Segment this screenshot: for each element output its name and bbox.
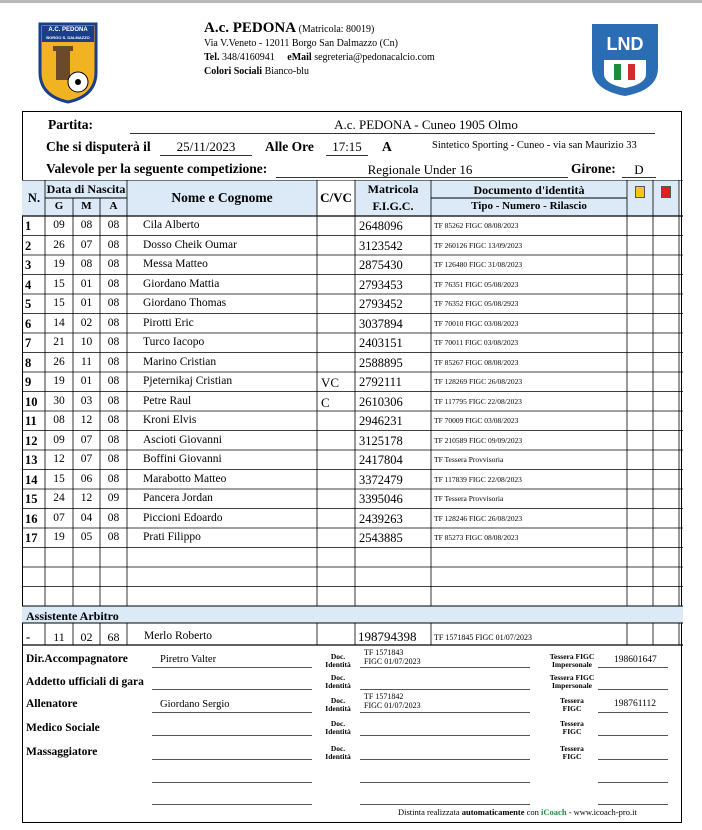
club-email[interactable]: segreteria@pedonacalcio.com <box>314 52 435 63</box>
player-birth-month: 01 <box>80 375 93 387</box>
player-name: Boffini Giovanni <box>143 453 222 465</box>
dir-label: Dir.Accompagnatore <box>26 653 128 665</box>
player-name: Pirotti Eric <box>143 316 194 329</box>
time-label: Alle Ore <box>265 139 314 154</box>
player-birth-year: 08 <box>107 297 120 309</box>
player-cvc: C <box>321 394 330 410</box>
player-name: Kroni Elvis <box>143 414 197 426</box>
player-name: Petre Raul <box>143 394 192 407</box>
player-birth-year: 08 <box>107 355 120 368</box>
time-value: 17:15 <box>332 139 362 154</box>
assistant-n: - <box>26 630 31 644</box>
player-number: 14 <box>25 472 38 487</box>
club-address: Via V.Veneto - 12011 Borgo San Dalmazzo (Cn) <box>204 38 398 49</box>
player-birth-month: 02 <box>80 316 93 329</box>
assistant-section-label: Assistente Arbitro <box>26 609 119 623</box>
venue-label: A <box>382 139 392 154</box>
player-matricola: 2792111 <box>359 375 402 389</box>
player-name: Prati Filippo <box>143 531 201 543</box>
player-document: TF 70009 FIGC 03/08/2023 <box>434 416 519 425</box>
player-matricola: 2588895 <box>359 355 403 370</box>
venue-value: Sintetico Sporting - Cuneo - via san Maurizio 33 <box>432 140 637 151</box>
player-number: 13 <box>25 453 38 467</box>
player-birth-year: 08 <box>107 375 120 387</box>
player-birth-month: 11 <box>80 355 93 368</box>
player-number: 11 <box>25 414 37 428</box>
player-birth-year: 08 <box>107 472 120 485</box>
competition-value: Regionale Under 16 <box>367 162 473 177</box>
allenatore-tess-label: Tessera FIGC <box>560 696 584 713</box>
massaggiatore-doc-label: Doc. Identità <box>325 744 351 761</box>
massaggiatore-tess-label: Tessera FIGC <box>560 744 584 761</box>
player-number: 1 <box>25 219 32 233</box>
player-document: TF 85262 FIGC 08/08/2023 <box>434 221 519 230</box>
player-name: Giordano Thomas <box>143 297 227 309</box>
player-document: TF 70010 FIGC 03/08/2023 <box>434 318 519 328</box>
player-birth-month: 05 <box>80 531 93 543</box>
player-birth-month: 06 <box>80 472 93 485</box>
email-label: eMail <box>287 52 312 63</box>
allenatore-label: Allenatore <box>26 698 78 710</box>
player-matricola: 2793452 <box>359 297 403 311</box>
massaggiatore-label: Massaggiatore <box>26 746 98 758</box>
player-matricola: 3395046 <box>359 492 403 506</box>
date-value: 25/11/2023 <box>176 139 236 154</box>
allenatore-doc-line2: FIGC 01/07/2023 <box>364 701 421 710</box>
col-matricola-header: Matricola <box>367 182 419 196</box>
player-document: TF 85267 FIGC 08/08/2023 <box>434 357 519 367</box>
player-matricola: 3123542 <box>359 238 403 253</box>
date-label: Che si disputerà il <box>46 139 151 154</box>
player-birth-year: 08 <box>107 453 120 465</box>
player-birth-month: 07 <box>80 238 93 251</box>
top-border <box>0 0 702 3</box>
player-document: TF Tessera Provvisoria <box>434 455 504 464</box>
club-header <box>204 21 435 79</box>
player-birth-day: 30 <box>53 394 65 407</box>
player-number: 2 <box>25 238 32 253</box>
club-logo <box>36 20 100 104</box>
player-matricola: 2417804 <box>359 453 403 467</box>
player-birth-year: 08 <box>107 511 120 524</box>
col-g-header: G <box>54 200 64 212</box>
col-cvc-header: C/VC <box>320 190 352 205</box>
allenatore-tess-value: 198761112 <box>614 699 657 709</box>
col-a-header: A <box>109 200 118 212</box>
player-number: 10 <box>25 394 38 409</box>
player-document: TF 76352 FIGC 05/08/2923 <box>434 299 519 308</box>
footer-credit <box>398 807 637 817</box>
player-matricola: 3372479 <box>359 472 403 487</box>
logo-top-text: A.C. PEDONA <box>48 27 88 33</box>
lnd-logo <box>590 22 660 98</box>
dir-tess-label: Tessera FIGC Impersonale <box>549 652 595 669</box>
player-name: Pjeternikaj Cristian <box>143 375 233 387</box>
player-number: 7 <box>25 336 32 350</box>
club-name: A.c. PEDONA <box>204 20 297 36</box>
player-birth-month: 01 <box>80 277 93 290</box>
player-birth-month: 03 <box>80 394 93 407</box>
player-number: 12 <box>25 433 38 448</box>
player-birth-day: 26 <box>53 355 65 368</box>
player-birth-day: 12 <box>53 453 65 465</box>
allenatore-doc-line1: TF 1571842 <box>364 692 404 701</box>
player-cvc: VC <box>321 375 340 390</box>
assistant-doc: TF 1571845 FIGC 01/07/2023 <box>434 633 533 642</box>
player-matricola: 2439263 <box>359 511 403 526</box>
player-document: TF Tessera Provvisoria <box>434 494 504 503</box>
player-birth-month: 04 <box>80 511 93 524</box>
player-matricola: 2610306 <box>359 394 403 409</box>
player-number: 5 <box>25 297 32 311</box>
player-document: TF 117839 FIGC 22/08/2023 <box>434 474 522 484</box>
yellow-card-icon <box>635 186 645 198</box>
player-number: 17 <box>25 531 38 545</box>
club-matricola: (Matricola: 80019) <box>298 24 375 35</box>
footer-prefix: Distinta realizzata <box>398 807 460 817</box>
player-birth-day: 09 <box>53 219 65 231</box>
player-birth-day: 19 <box>53 531 65 543</box>
player-name: Marino Cristian <box>143 355 217 368</box>
player-document: TF 70011 FIGC 03/08/2023 <box>434 338 519 347</box>
player-number: 6 <box>25 316 32 331</box>
girone-label: Girone: <box>571 161 616 176</box>
player-matricola: 2543885 <box>359 531 403 545</box>
player-name: Marabotto Matteo <box>143 472 227 485</box>
player-name: Cila Alberto <box>143 219 200 231</box>
player-matricola: 2875430 <box>359 258 403 272</box>
addetto-doc-label: Doc. Identità <box>325 673 351 690</box>
dir-tess-value: 198601647 <box>614 655 657 665</box>
dir-doc-line1: TF 1571843 <box>364 648 404 657</box>
logo-bottom-text: BORGO S. DALMAZZO <box>46 35 90 40</box>
player-birth-year: 08 <box>107 336 120 348</box>
player-name: Pancera Jordan <box>143 492 213 504</box>
player-number: 3 <box>25 258 32 272</box>
allenatore-name: Giordano Sergio <box>160 699 230 710</box>
dir-name: Piretro Valter <box>160 654 217 665</box>
player-birth-day: 21 <box>53 336 65 348</box>
player-birth-day: 24 <box>53 492 65 504</box>
col-name-header: Nome e Cognome <box>171 190 273 205</box>
dir-doc-line2: FIGC 01/07/2023 <box>364 657 421 666</box>
player-number: 16 <box>25 511 38 526</box>
footer-brand-i: i <box>541 807 544 817</box>
player-birth-month: 12 <box>80 492 93 504</box>
club-tel: 348/4160941 <box>221 52 275 63</box>
assistant-name: Merlo Roberto <box>144 630 213 642</box>
player-name: Turco Iacopo <box>143 336 205 348</box>
assistant-m: 02 <box>80 630 93 644</box>
col-m-header: M <box>81 200 92 212</box>
player-name: Piccioni Edoardo <box>143 511 223 524</box>
player-birth-year: 08 <box>107 258 120 270</box>
addetto-tess-label: Tessera FIGC Impersonale <box>549 673 595 690</box>
competition-label: Valevole per la seguente competizione: <box>46 161 268 176</box>
player-birth-month: 08 <box>80 258 93 270</box>
player-number: 8 <box>25 355 32 370</box>
player-number: 4 <box>25 277 32 292</box>
player-birth-day: 14 <box>53 316 65 329</box>
player-document: TF 210589 FIGC 09/09/2023 <box>434 435 523 445</box>
player-matricola: 2793453 <box>359 277 403 292</box>
player-birth-day: 15 <box>53 472 65 485</box>
player-name: Giordano Mattia <box>143 277 220 290</box>
player-matricola: 2648096 <box>359 219 403 233</box>
lnd-text: LND <box>606 34 644 54</box>
player-number: 9 <box>25 375 32 389</box>
partita-value: A.c. PEDONA - Cuneo 1905 Olmo <box>334 117 518 132</box>
colors-label: Colori Sociali <box>204 66 263 77</box>
col-dob-header: Data di Nascita <box>46 182 126 196</box>
col-doc-header: Documento d'identità <box>473 183 585 197</box>
player-birth-month: 07 <box>80 433 93 446</box>
medico-tess-label: Tessera FIGC <box>560 719 584 736</box>
col-figc-header: F.I.G.C. <box>372 199 414 213</box>
footer-brand-rest: Coach <box>543 807 567 817</box>
tel-label: Tel. <box>204 52 220 63</box>
player-matricola: 2403151 <box>359 336 403 350</box>
player-birth-day: 09 <box>53 433 65 446</box>
partita-label: Partita: <box>48 117 93 132</box>
player-name: Dosso Cheik Oumar <box>143 238 237 251</box>
player-matricola: 3037894 <box>359 316 403 331</box>
footer-with: con <box>526 807 539 817</box>
player-birth-year: 08 <box>107 433 120 446</box>
player-document: TF 76351 FIGC 05/08/2023 <box>434 279 519 289</box>
player-matricola: 3125178 <box>359 433 403 448</box>
club-colors: Bianco-blu <box>264 66 309 77</box>
player-matricola: 2946231 <box>359 414 403 428</box>
player-birth-year: 08 <box>107 219 120 231</box>
assistant-matricola: 198794398 <box>358 629 417 644</box>
player-birth-day: 26 <box>53 238 65 251</box>
medico-label: Medico Sociale <box>26 722 100 734</box>
assistant-g: 11 <box>53 630 65 644</box>
player-birth-month: 01 <box>80 297 93 309</box>
medico-doc-label: Doc. Identità <box>325 719 351 736</box>
player-birth-day: 19 <box>53 375 65 387</box>
girone-value: D <box>634 162 644 177</box>
player-birth-month: 10 <box>80 336 93 348</box>
footer-auto: automaticamente <box>461 807 525 817</box>
player-birth-year: 09 <box>107 492 120 504</box>
player-birth-year: 08 <box>107 531 120 543</box>
player-birth-day: 19 <box>53 258 65 270</box>
player-birth-year: 08 <box>107 414 120 426</box>
footer-site[interactable]: - www.icoach-pro.it <box>568 807 637 817</box>
col-n-header: N. <box>27 191 41 205</box>
player-birth-year: 08 <box>107 394 120 407</box>
dir-doc-label: Doc. Identità <box>325 652 351 669</box>
player-document: TF 126480 FIGC 31/08/2023 <box>434 260 523 269</box>
addetto-label: Addetto ufficiali di gara <box>26 676 144 688</box>
player-document: TF 128246 FIGC 26/08/2023 <box>434 513 523 523</box>
player-birth-month: 07 <box>80 453 93 465</box>
player-document: TF 128269 FIGC 26/08/2023 <box>434 377 523 386</box>
assistant-a: 68 <box>107 630 120 644</box>
player-document: TF 260126 FIGC 13/09/2023 <box>434 240 523 250</box>
player-birth-day: 07 <box>53 511 65 524</box>
player-birth-month: 12 <box>80 414 93 426</box>
player-birth-month: 08 <box>80 219 93 231</box>
player-birth-day: 15 <box>53 297 65 309</box>
player-document: TF 85273 FIGC 08/08/2023 <box>434 533 519 542</box>
player-document: TF 117795 FIGC 22/08/2023 <box>434 396 522 406</box>
player-birth-year: 08 <box>107 277 120 290</box>
player-birth-year: 08 <box>107 316 120 329</box>
player-birth-day: 15 <box>53 277 65 290</box>
col-doc-sub-header: Tipo - Numero - Rilascio <box>471 200 587 212</box>
player-birth-day: 08 <box>53 414 65 426</box>
red-card-icon <box>661 186 671 198</box>
player-number: 15 <box>25 492 38 506</box>
allenatore-doc-label: Doc. Identità <box>325 696 351 713</box>
player-name: Ascioti Giovanni <box>143 433 222 446</box>
player-birth-year: 08 <box>107 238 120 251</box>
player-name: Messa Matteo <box>143 258 208 270</box>
